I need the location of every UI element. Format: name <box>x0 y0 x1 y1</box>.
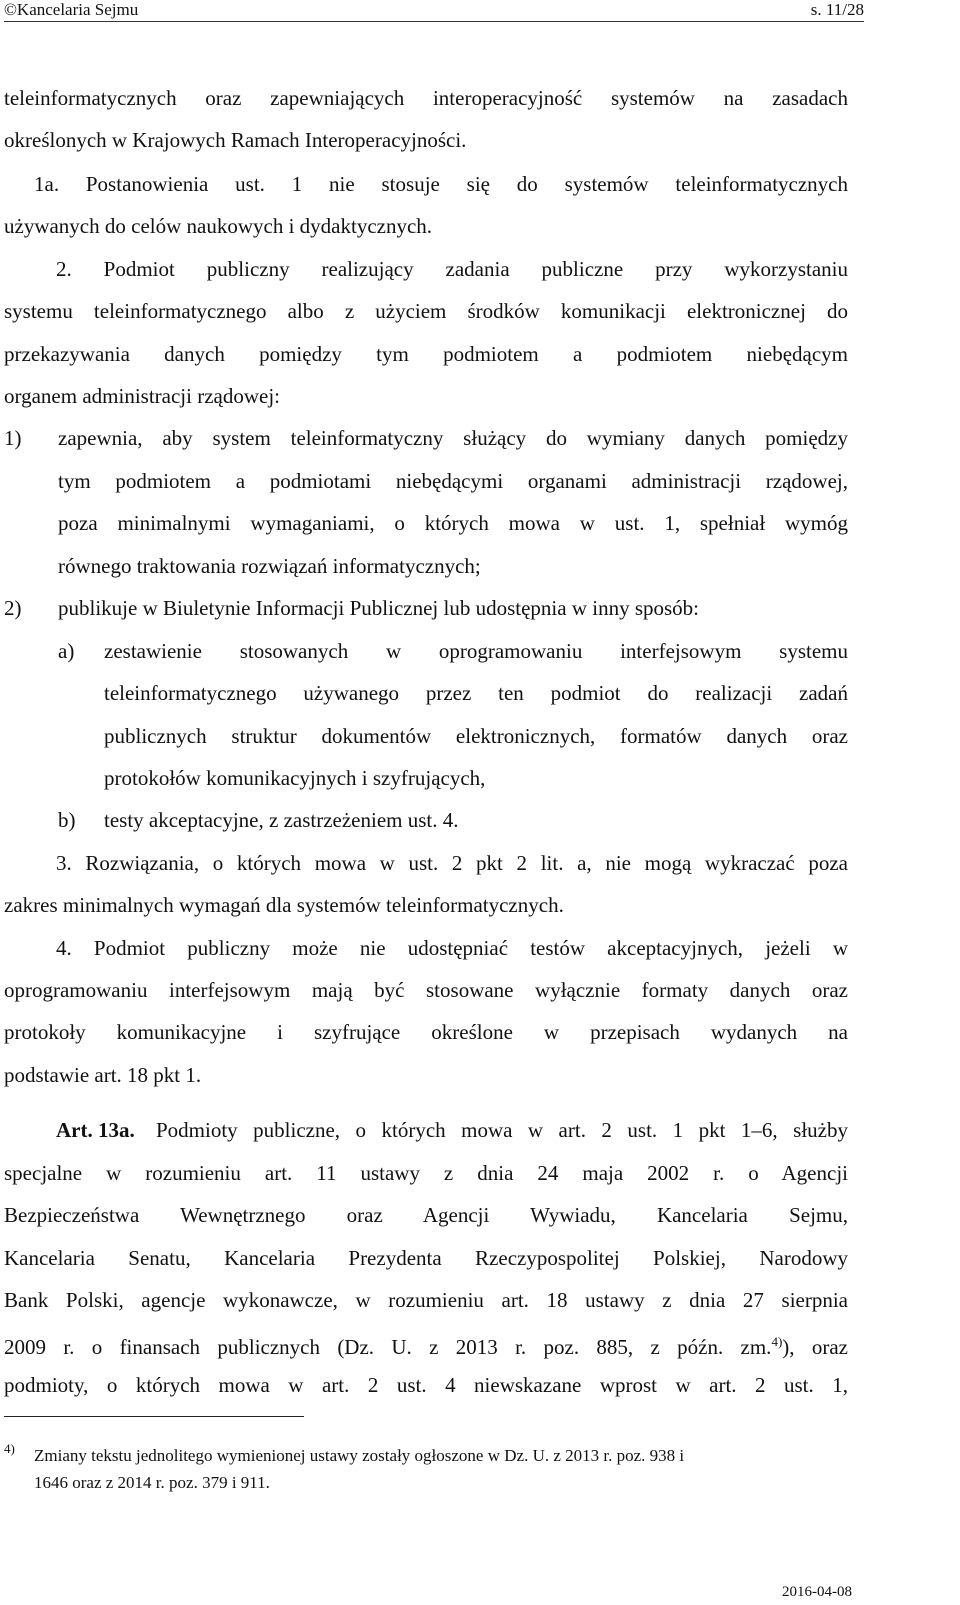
text-line: 3. Rozwiązania, o których mowa w ust. 2 pkt 2 lit. a, nie mogą wykraczać poza <box>56 851 848 875</box>
text-line: Bezpieczeństwa Wewnętrznego oraz Agencji Wywiadu, Kancelaria Sejmu, <box>4 1203 848 1227</box>
header-rule <box>4 21 864 22</box>
text-line: specjalne w rozumieniu art. 11 ustawy z dnia 24 maja 2002 r. o Agencji <box>4 1161 848 1185</box>
text-fragment: 2009 r. o finansach publicznych (Dz. U. z 2013 r. poz. 885, z późn. zm. <box>4 1335 772 1359</box>
text-line: 4. Podmiot publiczny może nie udostępniać testów akceptacyjnych, jeżeli w <box>56 936 848 960</box>
footer-date: 2016-04-08 <box>782 1584 852 1600</box>
text-line: Podmioty publiczne, o których mowa w art. 2 ust. 1 pkt 1–6, służby <box>156 1118 848 1142</box>
text-line: Bank Polski, agencje wykonawcze, w rozumieniu art. 18 ustawy z dnia 27 sierpnia <box>4 1288 848 1312</box>
text-line: poza minimalnymi wymaganiami, o których mowa w ust. 1, spełniał wymóg <box>58 511 848 535</box>
text-line <box>4 1328 848 1361</box>
text-line: używanych do celów naukowych i dydaktycznych. <box>4 214 433 238</box>
text-line: protokołów komunikacyjnych i szyfrujących, <box>104 766 486 790</box>
text-line: 1a. Postanowienia ust. 1 nie stosuje się do systemów teleinformatycznych <box>34 172 848 196</box>
text-line: systemu teleinformatycznego albo z użyciem środków komunikacji elektronicznej do <box>4 299 848 323</box>
text-line: podstawie art. 18 pkt 1. <box>4 1063 202 1087</box>
text-line: zestawienie stosowanych w oprogramowaniu interfejsowym systemu <box>104 639 848 663</box>
text-line: testy akceptacyjne, z zastrzeżeniem ust. 4. <box>104 808 459 832</box>
text-line: publicznych struktur dokumentów elektronicznych, formatów danych oraz <box>104 724 848 748</box>
article-number: Art. 13a. <box>56 1118 135 1142</box>
text-line: teleinformatycznych oraz zapewniających interoperacyjność systemów na zasadach <box>4 86 848 110</box>
footnote-separator <box>4 1416 304 1417</box>
text-line: publikuje w Biuletynie Informacji Publicznej lub udostępnia w inny sposób: <box>58 596 699 620</box>
list-letter: a) <box>58 639 75 663</box>
text-line: organem administracji rządowej: <box>4 384 281 408</box>
list-number: 2) <box>4 596 22 620</box>
page-header <box>4 0 864 22</box>
footnote-reference[interactable]: 4) <box>771 1334 783 1349</box>
text-fragment: ), oraz <box>782 1335 848 1359</box>
text-line: tym podmiotem a podmiotami niebędącymi organami administracji rządowej, <box>58 469 848 493</box>
text-line: zakres minimalnych wymagań dla systemów teleinformatycznych. <box>4 893 564 917</box>
text-line: protokoły komunikacyjne i szyfrujące określone w przepisach wydanych na <box>4 1020 848 1044</box>
text-line: podmioty, o których mowa w art. 2 ust. 4 niewskazane wprost w art. 2 ust. 1, <box>4 1373 848 1397</box>
text-line: określonych w Krajowych Ramach Interoperacyjności. <box>4 128 467 152</box>
text-line: równego traktowania rozwiązań informatycznych; <box>58 554 481 578</box>
text-line: Kancelaria Senatu, Kancelaria Prezydenta Rzeczypospolitej Polskiej, Narodowy <box>4 1246 848 1270</box>
footnote-line: Zmiany tekstu jednolitego wymienionej ustawy zostały ogłoszone w Dz. U. z 2013 r. poz. 938 i <box>34 1446 685 1465</box>
header-publisher: ©Kancelaria Sejmu <box>4 0 139 19</box>
list-letter: b) <box>58 808 76 832</box>
text-line: przekazywania danych pomiędzy tym podmiotem a podmiotem niebędącym <box>4 342 848 366</box>
header-page-number: s. 11/28 <box>810 0 864 19</box>
footnote-line: 1646 oraz z 2014 r. poz. 379 i 911. <box>34 1473 270 1492</box>
list-number: 1) <box>4 426 22 450</box>
text-line: zapewnia, aby system teleinformatyczny służący do wymiany danych pomiędzy <box>58 426 848 450</box>
text-line: oprogramowaniu interfejsowym mają być stosowane wyłącznie formaty danych oraz <box>4 978 848 1002</box>
footnote-number: 4) <box>4 1441 15 1456</box>
text-line: teleinformatycznego używanego przez ten podmiot do realizacji zadań <box>104 681 848 705</box>
text-line: 2. Podmiot publiczny realizujący zadania publiczne przy wykorzystaniu <box>56 257 848 281</box>
